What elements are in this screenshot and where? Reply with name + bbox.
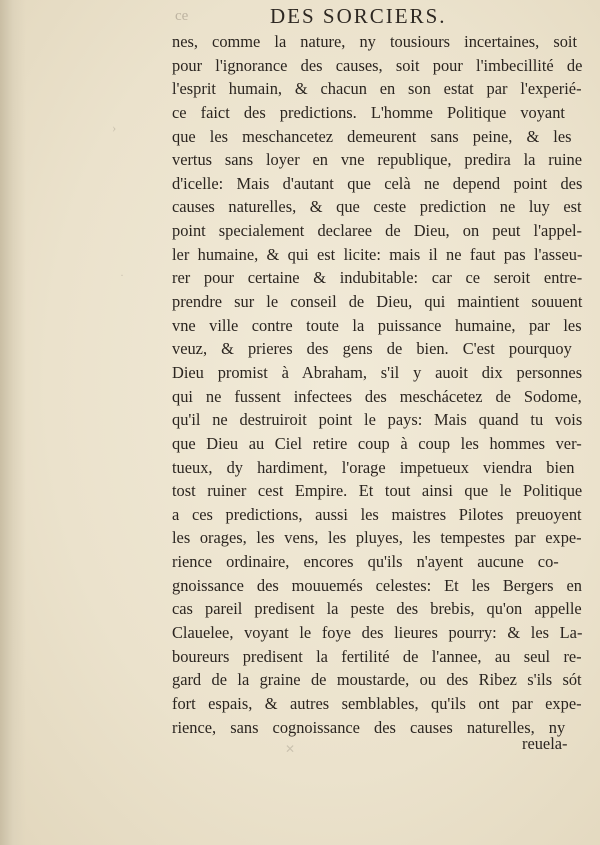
text-line: gnoissance des mouuemés celestes: Et les Bergers en [172, 575, 582, 595]
text-line: prendre sur le conseil de Dieu, qui maintient souuent [172, 292, 583, 312]
running-title: DES SORCIERS. [270, 4, 447, 28]
text-line: Dieu promist à Abraham, s'il y auoit dix personnes [172, 362, 583, 382]
text-line: boureurs predisent la fertilité de l'annee, au seul re- [172, 646, 582, 666]
page-folio-number: ce [175, 8, 189, 24]
text-line: gard de la graine de moustarde, ou des Ribez s'ils sót [172, 670, 582, 690]
text-line: qu'il ne destruiroit point le pays: Mais quand tu vois [172, 410, 583, 430]
body-text-block [172, 30, 582, 739]
text-line: tost ruiner cest Empire. Et tout ainsi que le Politique [172, 481, 583, 501]
text-line: veuz, & prieres des gens de bien. C'est pourquoy [172, 339, 572, 359]
text-line: d'icelle: Mais d'autant que celà ne depend point des [172, 173, 583, 193]
text-line: les orages, les vens, les pluyes, les tempestes par expe- [172, 528, 582, 548]
text-line: l'esprit humain, & chacun en son estat par l'experié- [172, 79, 582, 99]
text-line: vne ville contre toute la puissance humaine, par les [172, 315, 582, 335]
text-line: fort espais, & autres semblables, qu'ils ont par expe- [172, 693, 582, 713]
text-line: que les meschancetez demeurent sans peine, & les [172, 126, 572, 146]
show-through-mark: › [112, 120, 117, 135]
text-line: rience ordinaire, encores qu'ils n'ayent aucune co- [172, 552, 559, 572]
text-line: Clauelee, voyant le foye des lieures pourry: & les La- [172, 623, 583, 643]
text-line: tueux, dy hardiment, l'orage impetueux viendra bien [172, 457, 575, 477]
show-through-mark: ✕ [285, 742, 296, 756]
text-line: causes naturelles, & que ceste prediction ne luy est [172, 197, 582, 217]
text-line: ce faict des predictions. L'homme Politique voyant [172, 102, 565, 122]
text-line: point specialement declaree de Dieu, on peut l'appel- [172, 221, 583, 241]
text-line: pour l'ignorance des causes, soit pour l'imbecillité de [172, 55, 583, 75]
text-line: rience, sans cognoissance des causes naturelles, ny [172, 717, 566, 737]
binding-gutter-shadow [0, 0, 26, 845]
show-through-mark: · [120, 268, 124, 282]
text-line: a ces predictions, aussi les maistres Pilotes preuoyent [172, 504, 582, 524]
text-line: cas pareil predisent la peste des brebis, qu'on appelle [172, 599, 582, 619]
text-line: que Dieu au Ciel retire coup à coup les hommes ver- [172, 433, 582, 453]
text-line: nes, comme la nature, ny tousiours incertaines, soit [172, 32, 578, 51]
text-line: vertus sans loyer en vne republique, predira la ruine [172, 150, 582, 170]
text-line: ler humaine, & qui est licite: mais il ne faut pas l'asseu- [172, 244, 583, 264]
text-line: qui ne fussent infectees des meschácetez de Sodome, [172, 386, 582, 406]
text-line: rer pour certaine & indubitable: car ce seroit entre- [172, 268, 583, 288]
catchword: reuela- [522, 734, 568, 753]
